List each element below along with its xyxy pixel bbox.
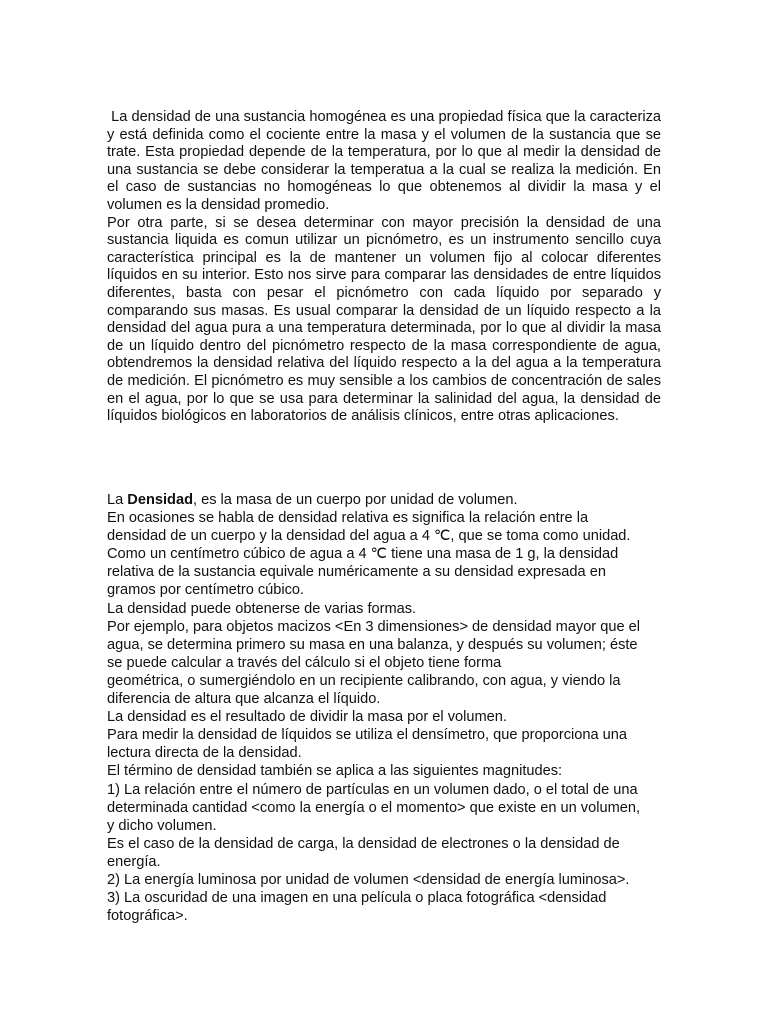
paragraph-density-definition: La densidad de una sustancia homogénea es una propiedad física que la caracteriza y está definida como el cociente entre la masa y el volumen de la sustancia que se trate. Esta propiedad depende de la temperatura, por lo que al medir la densidad de una sustancia se debe considerar la temperatua a la cual se realiza la medición. En el caso de sustancias no homogéneas lo que obtenemos al dividir la masa y el volumen es la densidad promedio. [107, 109, 666, 213]
text-line: agua, se determina primero su masa en una balanza, y después su volumen; éste [107, 636, 638, 653]
text-line: La densidad puede obtenerse de varias formas. [107, 600, 417, 617]
text-line: determinada cantidad <como la energía o el momento> que existe en un volumen, [107, 799, 641, 816]
intro-prefix: La [107, 492, 128, 508]
text-line: diferencia de altura que alcanza el líquido. [107, 691, 381, 708]
text-line: 1) La relación entre el número de partículas en un volumen dado, o el total de una [107, 781, 638, 798]
text-line: y dicho volumen. [107, 817, 217, 834]
intro-line [107, 491, 661, 509]
text-line: La densidad es el resultado de dividir la masa por el volumen. [107, 709, 507, 726]
text-line: Por ejemplo, para objetos macizos <En 3 dimensiones> de densidad mayor que el [107, 618, 640, 635]
intro-term-bold: Densidad [127, 492, 193, 508]
text-line: Como un centímetro cúbico de agua a 4 ℃ tiene una masa de 1 g, la densidad [107, 546, 619, 563]
text-line: Es el caso de la densidad de carga, la densidad de electrones o la densidad de [107, 835, 620, 852]
text-line: densidad de un cuerpo y la densidad del agua a 4 ℃, que se toma como unidad. [107, 528, 631, 545]
text-line: energía. [107, 853, 161, 870]
text-line: se puede calcular a través del cálculo si el objeto tiene forma [107, 654, 502, 671]
text-line: El término de densidad también se aplica a las siguientes magnitudes: [107, 763, 563, 780]
text-line: 3) La oscuridad de una imagen en una película o placa fotográfica <densidad [107, 890, 607, 907]
text-line: fotográfica>. [107, 908, 188, 925]
paragraph-picnometro: Por otra parte, si se desea determinar con mayor precisión la densidad de una sustancia liquida es comun utilizar un picnómetro, es un instrumento sencillo cuya característica principal es la de mantener un volumen fijo al colocar diferentes líquidos en su interior. Esto nos sirve para comparar las densidades de entre líquidos diferentes, basta con pesar el picnómetro con cada líquido por separado y comparando sus masas. Es usual comparar la densidad de un líquido respecto a la densidad del agua pura a una temperatura determinada, por lo que al dividir la masa de un líquido dentro del picnómetro respecto de la masa correspondiente de agua, obtendremos la densidad relativa del líquido respecto a la del agua a la temperatura de medición. El picnómetro es muy sensible a los cambios de concentración de sales en el agua, por lo que se usa para determinar la salinidad del agua, la densidad de líquidos biológicos en laboratorios de análisis clínicos, entre otras aplicaciones. [107, 214, 661, 425]
text-line: Para medir la densidad de líquidos se utiliza el densímetro, que proporciona una [107, 727, 628, 744]
section-picnometro [107, 109, 666, 426]
text-line: geométrica, o sumergiéndolo en un recipiente calibrando, con agua, y viendo la [107, 672, 621, 689]
text-line: 2) La energía luminosa por unidad de volumen <densidad de energía luminosa>. [107, 871, 630, 888]
text-line: relativa de la sustancia equivale numéricamente a su densidad expresada en [107, 564, 606, 581]
section-densidad [107, 491, 661, 925]
text-line: gramos por centímetro cúbico. [107, 582, 305, 599]
text-line: En ocasiones se habla de densidad relativa es significa la relación entre la [107, 510, 589, 527]
text-line: lectura directa de la densidad. [107, 745, 302, 762]
intro-suffix: , es la masa de un cuerpo por unidad de volumen. [192, 492, 518, 508]
